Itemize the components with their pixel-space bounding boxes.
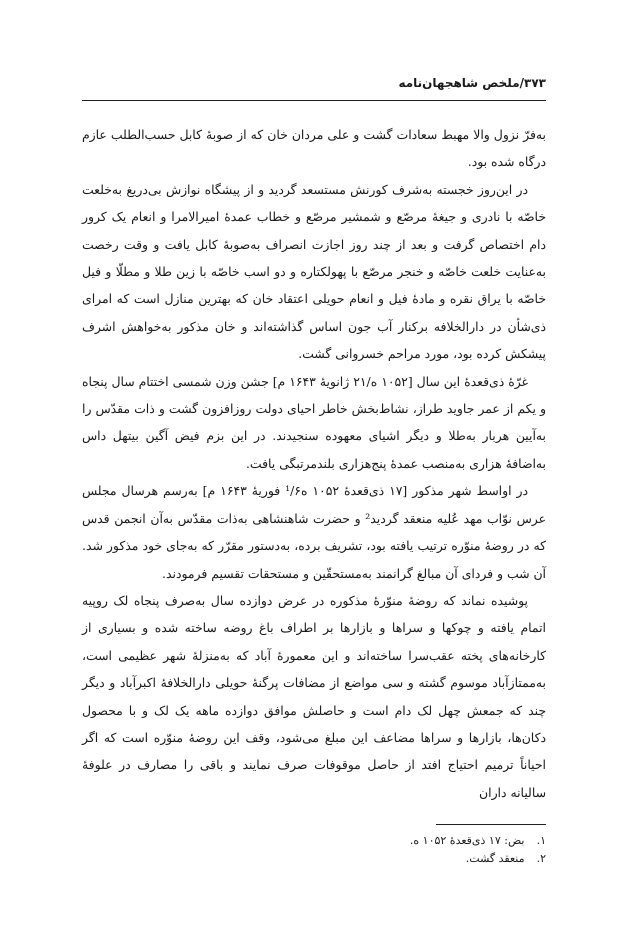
footnote-number: ۲. bbox=[536, 852, 546, 865]
footnote-divider bbox=[436, 824, 546, 825]
paragraph: در اواسط شهر مذکور [۱۷ ذی‌قعدهٔ ۱۰۵۲ ه¹/۶ فوریهٔ ۱۶۴۳ م] به‌رسم هرسال مجلس عرس نوّاب مهد عُلیه منعقد گردید² و حضرت شاهنشاهی به‌ذات مقدّس به‌آن انجمن قدس که در روضهٔ منوّره ترتیب یافته بود، تشریف برده، به‌دستور مقرّر که به‌جای خود مذکور شد. آن شب و فردای آن مبالغ گرانمند به‌مستحقّین و مستحقات تقسیم فرمودند. bbox=[82, 483, 546, 581]
paragraph: در این‌روز خجسته به‌شرف کورنش مستسعد گردید و از پیشگاه نوازش بی‌دریغ به‌خلعت خاصّه با نادری و جیغهٔ مرصّع و شمشیر مرصّع و خطاب عمدهٔ امیرالامرا و انعام یک کرور دام اختصاص گرفت و بعد از چند روز اجازت انصراف به‌صوبهٔ کابل یافت و وقت رخصت به‌عنایت خلعت خاصّه و خنجر مرصّع با پهولکتاره و دو اسب خاصّه با زین طلا و مطلّا و فیل خاصّه با یراق نقره و مادهٔ فیل و انعام حویلی اعتقاد خان که بهترین منازل است که امرای ذی‌شأن در دارالخلافه برکنار آب جون اساس گذاشته‌اند و خان مذکور به‌خواهش اشرف پیشکش کرده بود، مورد مراحم خسروانی گشت. bbox=[82, 181, 546, 362]
running-header: ۳۷۳/ملخص شاهجهان‌نامه bbox=[398, 76, 546, 90]
paragraph: پوشیده نماند که روضهٔ منوّرهٔ مذکوره در عرض دوازده سال به‌صرف پنجاه لک روپیه اتمام یافته و چوکها و سراها و بازارها بر اطراف باغ روضه ساخته شده و بسیاری از کارخانه‌های پخته عقب‌سرا ساخته‌اند و این معمورهٔ آباد که به‌منزلهٔ شهر عظیمی است، به‌ممتازآباد موسوم گشته و سی مواضع از مضافات پرگنهٔ حویلی دارالخلافهٔ اکبرآباد و دیگر چند که جمعش چهل لک دام است و حاصلش موافق دوازده ماهه یک لک و با محصول دکان‌ها، بازارها و سراها مضاعف این مبلغ می‌شود، وقف این روضهٔ منوّره است که اگر احیاناً ترمیم احتیاج افتد از حاصل موقوفات صرف نمایند و باقی را مصارف در علوفهٔ سالیانه داران bbox=[82, 592, 546, 800]
paragraph: به‌فرّ نزول والا مهبط سعادات گشت و علی مردان خان که از صوبهٔ کابل حسب‌الطلب عازم درگاه شده بود. bbox=[82, 127, 546, 170]
header-divider bbox=[82, 100, 546, 101]
paragraph: غرّهٔ ذی‌قعدهٔ این سال [۱۰۵۲ ه/۲۱ ژانویهٔ ۱۶۴۳ م] جشن وزن شمسی اختتام سال پنجاه و یکم از عمر جاوید طراز، نشاط‌بخش خاطر احیای دولت روزافزون گشت و ذات مقدّس را به‌آیین هربار به‌طلا و دیگر اشیای معهوده سنجیدند. در این بزم فیض آگین بیتهل داس به‌اضافهٔ هزاری به‌منصب عمدهٔ پنج‌هزاری بلندمرتبگی یافت. bbox=[82, 373, 546, 471]
footnote-1 bbox=[82, 832, 546, 850]
footnote-number: ۱. bbox=[536, 834, 546, 847]
body-text bbox=[82, 121, 546, 806]
footnotes bbox=[82, 832, 546, 868]
footnote-text: منعقد گشت. bbox=[465, 852, 525, 865]
footnote-text: بض: ۱۷ ذی‌قعدهٔ ۱۰۵۲ ه. bbox=[409, 834, 525, 847]
footnote-2 bbox=[82, 850, 546, 868]
